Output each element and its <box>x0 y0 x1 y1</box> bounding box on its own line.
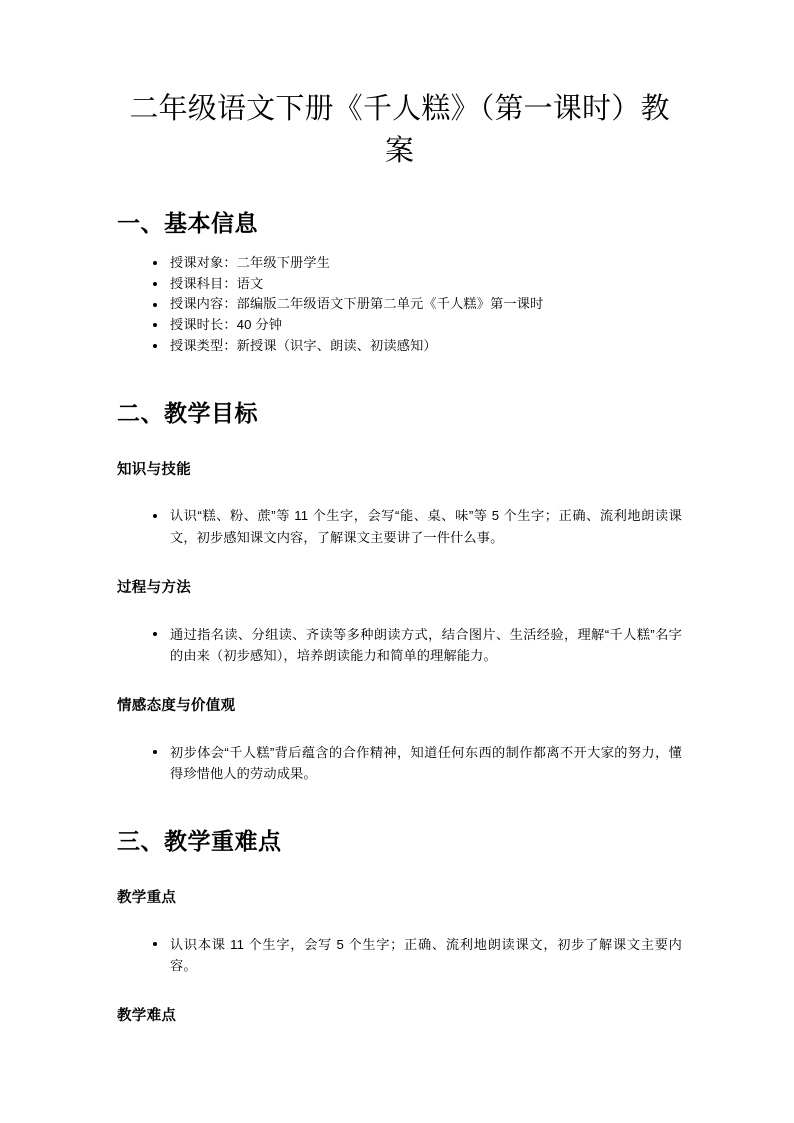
basic-info-list <box>117 253 682 356</box>
list-item: 认识本课 11 个生字，会写 5 个生字；正确、流利地朗读课文，初步了解课文主要内容。 <box>117 934 682 977</box>
sub-heading-teaching-focus: 教学重点 <box>117 890 177 907</box>
section-heading-key-difficult-points: 三、教学重难点 <box>117 829 282 855</box>
list-item: 授课类型：新授课（识字、朗读、初读感知） <box>117 336 682 357</box>
list-item: 授课科目：语文 <box>117 274 682 295</box>
list-item: 认识“糕、粉、蔗”等 11 个生字，会写“能、桌、味”等 5 个生字；正确、流利地朗读课文，初步感知课文内容，了解课文主要讲了一件什么事。 <box>117 505 682 548</box>
list-item: 授课对象：二年级下册学生 <box>117 253 682 274</box>
page-title: 二年级语文下册《千人糕》（第一课时）教案 <box>129 93 670 168</box>
list-item: 授课内容：部编版二年级语文下册第二单元《千人糕》第一课时 <box>117 294 682 315</box>
teaching-focus-list <box>117 934 682 977</box>
attitude-values-list <box>117 742 682 785</box>
sub-heading-teaching-difficulty: 教学难点 <box>117 1008 177 1025</box>
knowledge-skills-list <box>117 505 682 548</box>
section-heading-objectives: 二、教学目标 <box>117 401 258 427</box>
sub-heading-process-method: 过程与方法 <box>117 580 191 597</box>
section-heading-basic-info: 一、基本信息 <box>117 211 258 237</box>
sub-heading-knowledge-skills: 知识与技能 <box>117 462 191 479</box>
list-item: 授课时长：40 分钟 <box>117 315 682 336</box>
process-method-list <box>117 624 682 667</box>
list-item: 初步体会“千人糕”背后蕴含的合作精神，知道任何东西的制作都离不开大家的努力，懂得珍惜他人的劳动成果。 <box>117 742 682 785</box>
list-item: 通过指名读、分组读、齐读等多种朗读方式，结合图片、生活经验，理解“千人糕”名字的由来（初步感知），培养朗读能力和简单的理解能力。 <box>117 624 682 667</box>
sub-heading-attitude-values: 情感态度与价值观 <box>117 698 236 715</box>
document-content <box>117 0 682 1027</box>
